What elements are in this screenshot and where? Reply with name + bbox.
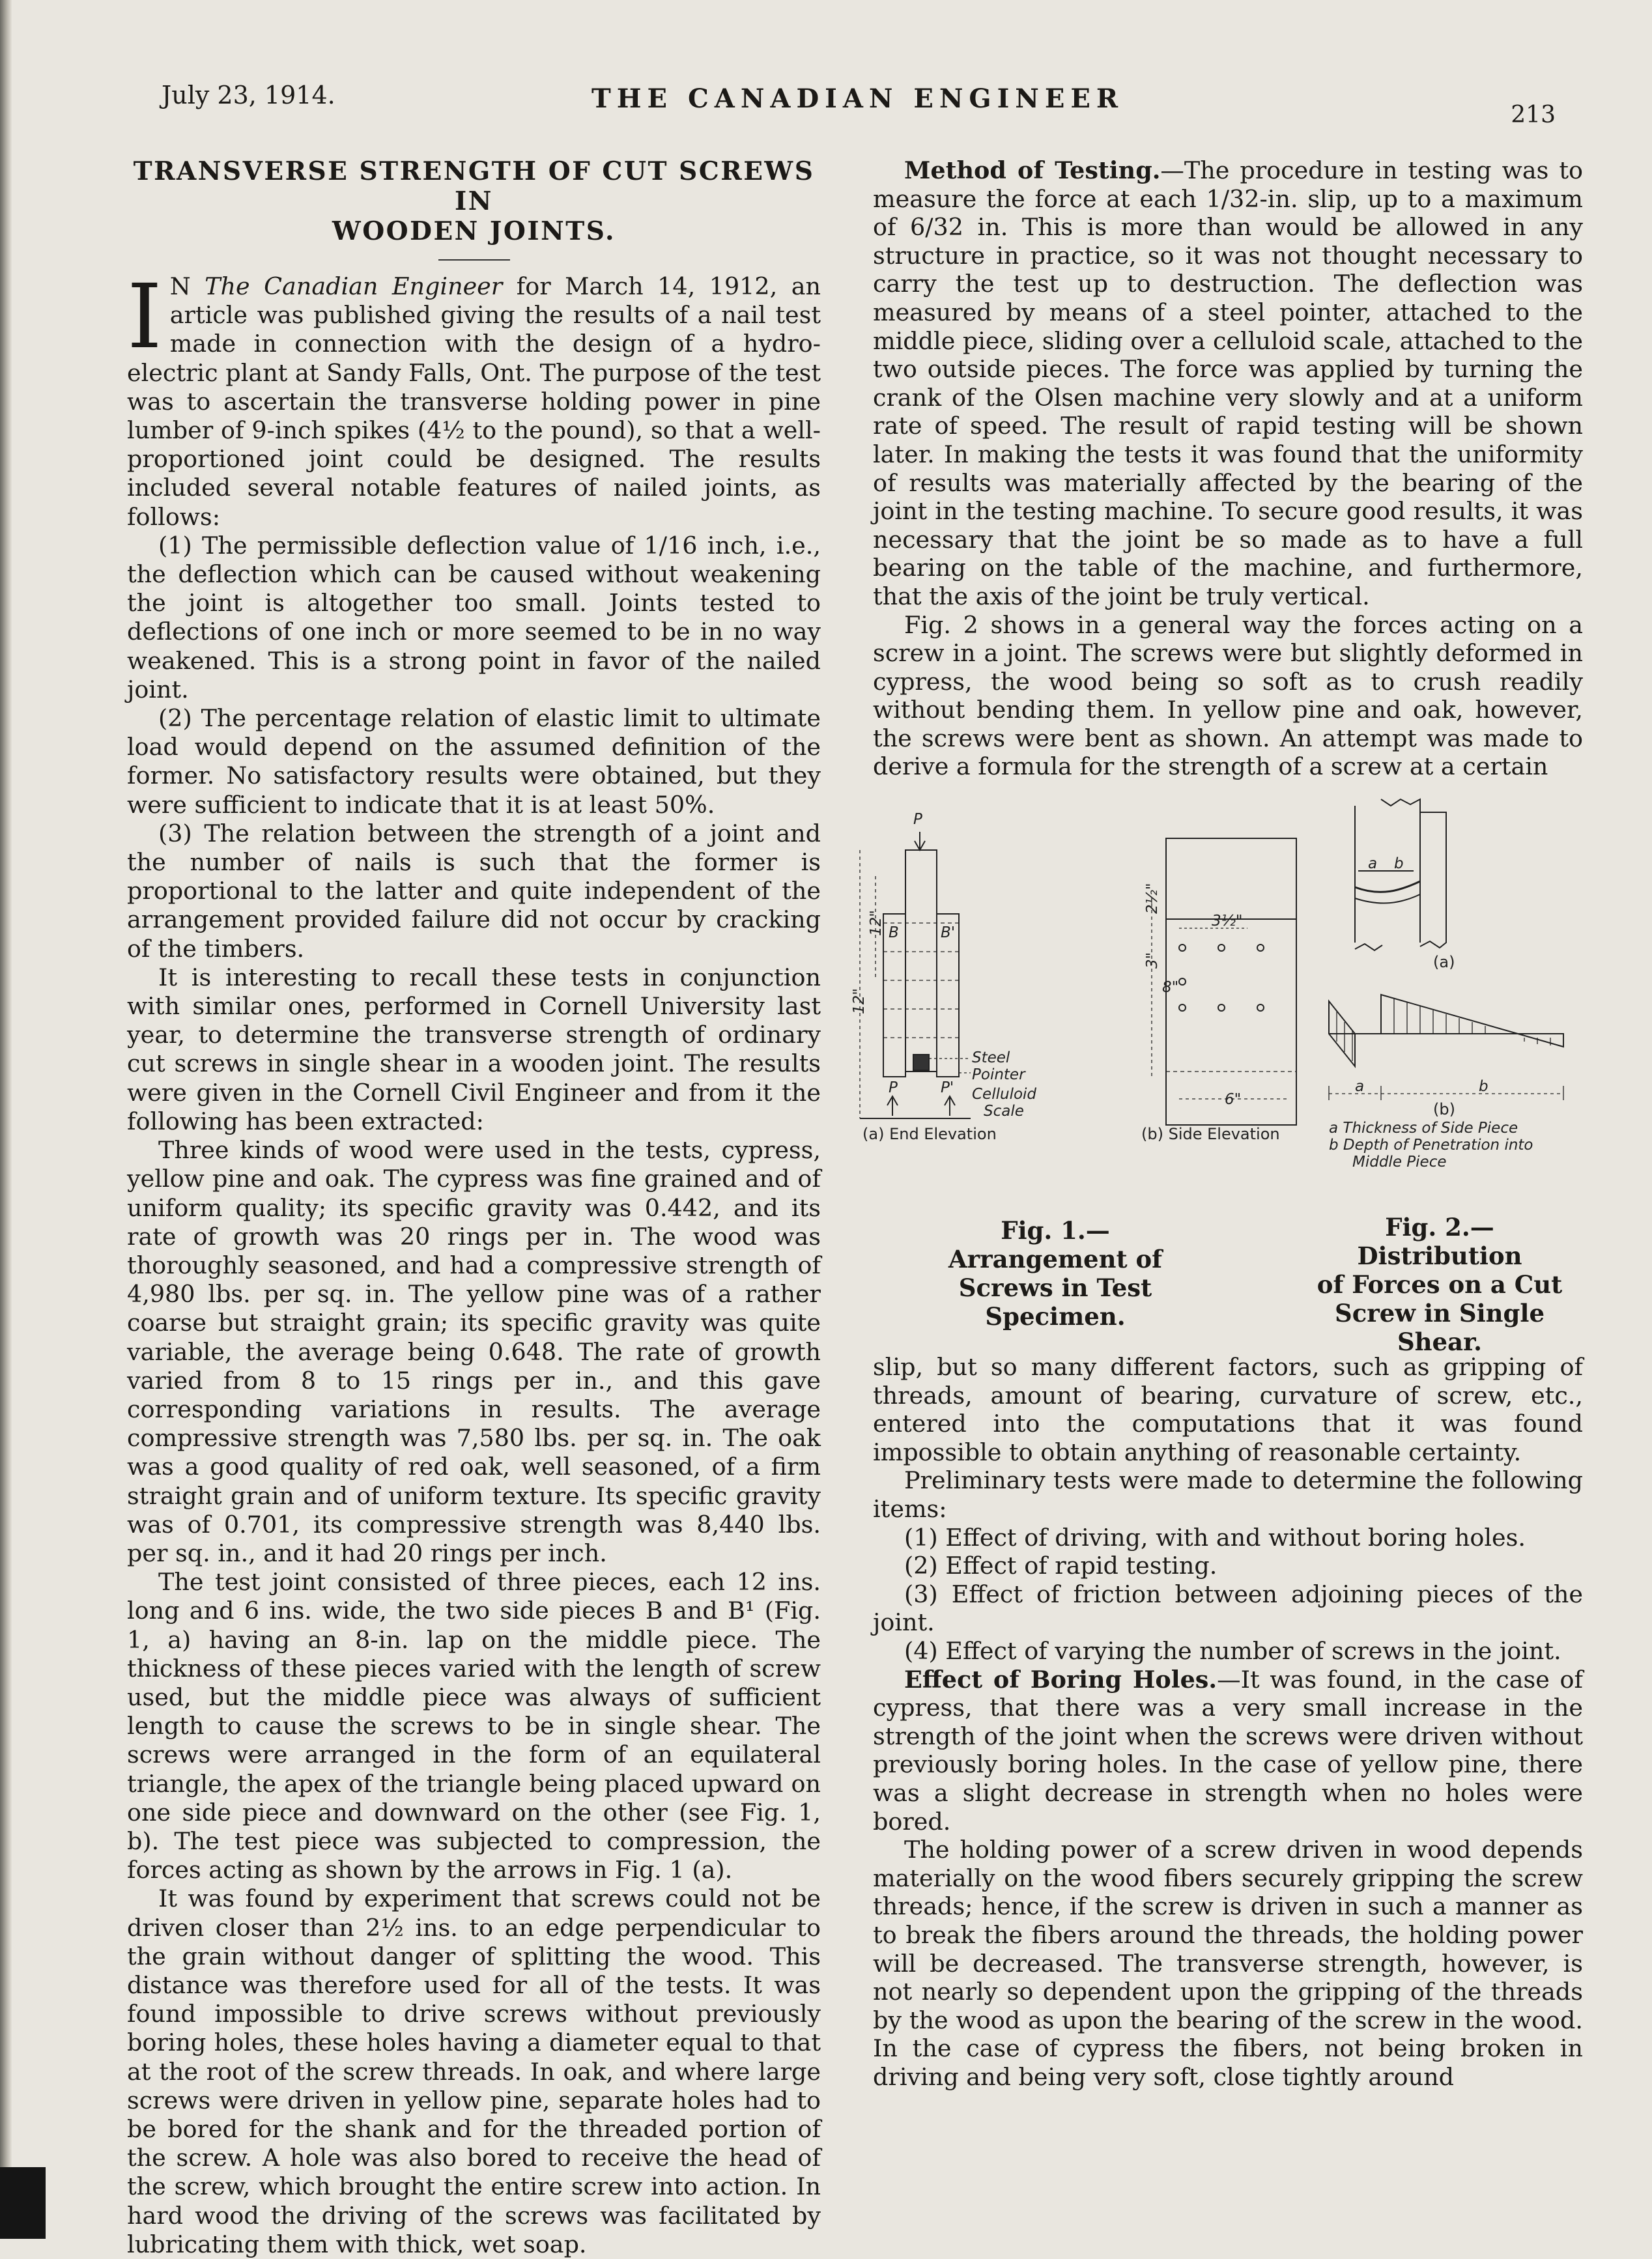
fig1-label-p-top: P bbox=[913, 811, 922, 829]
fig2-dim-a-top: a bbox=[1368, 855, 1378, 873]
screw-hole-5 bbox=[1179, 1004, 1186, 1011]
screw-hole-6 bbox=[1218, 1004, 1225, 1011]
fig2-caption-line4: Shear. bbox=[1397, 1328, 1483, 1357]
cornell-paragraph: It is interesting to recall these tests in conjunction with similar ones, performed in Cornell University last year, to determine the transverse strength of ordinary cut screws in single shear in a wooden joint. The results were given in the Cornell Civil Engineer and from it the following has been extracted: bbox=[127, 963, 821, 1135]
preliminary-item-2: (2) Effect of rapid testing. bbox=[904, 1552, 1218, 1580]
preliminary-item-3: (3) Effect of friction between adjoining pieces of the joint. bbox=[873, 1580, 1583, 1637]
right-column bbox=[851, 156, 1583, 2092]
screw-hole-3 bbox=[1257, 945, 1264, 951]
finding-item-3: (3) The relation between the strength of a joint and the number of nails is such that the former is proportional to the latter and quite independent of the arrangement provided failure did not occur by cracking of the timbers. bbox=[127, 819, 821, 963]
fig1-caption-b: (b) Side Elevation bbox=[1141, 1125, 1280, 1144]
screw-hole-2 bbox=[1218, 945, 1225, 951]
fig1-end-elevation bbox=[860, 832, 971, 1118]
intro-text: for March 14, 1912, an article was published giving the results of a nail test made in connection with the design of a hydro-electric plant at Sandy Falls, Ont. The purpose of the test was to ascertain the transverse holding power in pine lumber of 9-inch spikes (4½ to the pound), so that a well-proportioned joint could be designed. The results included several notable features of nailed joints, as follows: bbox=[127, 272, 821, 531]
fig2-dim-b-top: b bbox=[1394, 855, 1404, 873]
screw-hole-1 bbox=[1179, 945, 1186, 951]
article-title bbox=[127, 156, 821, 246]
fig1-label-b1: B' bbox=[941, 924, 956, 942]
slip-paragraph: slip, but so many different factors, such as gripping of threads, amount of bearing, curvature of screw, etc., entered into the computations that it was found impossible to obtain anything of reasonable certainty. bbox=[873, 1353, 1583, 1466]
fig1-label-pointer: Pointer bbox=[972, 1066, 1025, 1084]
book-gutter-edge bbox=[0, 0, 12, 2239]
intro-pre: N bbox=[169, 272, 205, 300]
preliminary-paragraph: Preliminary tests were made to determine the following items: bbox=[873, 1466, 1583, 1524]
screw-hole-7 bbox=[1257, 1004, 1264, 1011]
fig2-caption-line2: of Forces on a Cut bbox=[1317, 1270, 1563, 1300]
fig2-force-b bbox=[1381, 995, 1563, 1047]
fig2-wood-right bbox=[1420, 812, 1446, 948]
fig2-paragraph: Fig. 2 shows in a general way the forces acting on a screw in a joint. The screws were but slightly deformed in cypress, the wood being so soft as to crush readily without bending them. In yellow pine and oak, however, the screws were bent as shown. An attempt was made to derive a formula for the strength of a screw at a certain bbox=[873, 610, 1583, 781]
method-heading: Method of Testing. bbox=[904, 156, 1161, 184]
fig2-note-line2: b Depth of Penetration into bbox=[1329, 1137, 1533, 1154]
journal-title: THE CANADIAN ENGINEER bbox=[591, 83, 1124, 114]
reaction-arrow-left bbox=[887, 1096, 898, 1116]
screw-hole-4 bbox=[1179, 978, 1186, 985]
fig2-wood-left bbox=[1355, 806, 1382, 950]
boring-heading: Effect of Boring Holes. bbox=[904, 1665, 1218, 1694]
intro-journal-name: The Canadian Engineer bbox=[205, 272, 503, 300]
fig1-dim-3half: 3½" bbox=[1212, 913, 1243, 930]
load-arrow bbox=[915, 832, 925, 850]
running-header bbox=[162, 77, 1556, 129]
fig1-caption bbox=[919, 1216, 1192, 1331]
fig1-label-celluloid: Celluloid bbox=[972, 1086, 1037, 1103]
fig2-dim-a: a bbox=[1355, 1078, 1365, 1096]
fig1-label-p-left: P bbox=[889, 1079, 898, 1097]
boring-text: —It was found, in the case of cypress, that there was a very small increase in the strength of the joint when the screws were driven without previously boring holes. In the case of yellow pine, there was a slight decrease in strength when no holes were bored. bbox=[873, 1665, 1583, 1836]
fig2-caption-line3: Screw in Single bbox=[1335, 1299, 1545, 1328]
fig2-dim-b: b bbox=[1479, 1078, 1488, 1096]
fig2-screw-shank bbox=[1355, 894, 1420, 903]
fig1-caption-line3: Specimen. bbox=[985, 1302, 1126, 1331]
pointer-block bbox=[913, 1055, 929, 1070]
fig2-caption-line1: Fig. 2.—Distribution bbox=[1357, 1213, 1522, 1271]
article-title-line1: TRANSVERSE STRENGTH OF CUT SCREWS IN bbox=[133, 156, 815, 216]
fig1-label-b: B bbox=[889, 924, 899, 942]
middle-piece bbox=[905, 850, 937, 1072]
fig1-label-scale: Scale bbox=[984, 1103, 1024, 1120]
method-text: —The procedure in testing was to measure the force at each 1/32-in. slip, up to a maximum of 6/32 in. This is more than would be allowed in any structure in practice, so it was not thought necessary to carry the test up to destruction. The deflection was measured by means of a steel pointer, attached to the middle piece, sliding over a celluloid scale, attached to the two outside pieces. The force was applied by turning the crank of the Olsen machine very slowly and at a uniform rate of speed. The result of rapid testing will be shown later. In making the tests it was found that the uniformity of results was materially affected by the bearing of the joint in the testing machine. To secure good results, it was necessary that the joint be so made as to have a full bearing on the table of the machine, and furthermore, that the axis of the joint be truly vertical. bbox=[873, 156, 1583, 610]
fig2-joint-sketch bbox=[1355, 799, 1446, 950]
fig2-note-line3: Middle Piece bbox=[1352, 1154, 1447, 1171]
finding-item-1: (1) The permissible deflection value of 1/16 inch, i.e., the deflection which can be caused without weakening the joint is altogether too small. Joints tested to deflections of one inch or more seemed to be in no way weakened. This is a strong point in favor of the nailed joint. bbox=[127, 531, 821, 703]
fig1-dim-12-lap: 12" bbox=[868, 910, 885, 937]
fig2-caption-a: (a) bbox=[1433, 953, 1455, 972]
test-joint-paragraph: The test joint consisted of three pieces, each 12 ins. long and 6 ins. wide, the two side pieces B and B¹ (Fig. 1, a) having an 8-in. lap on the middle piece. The thickness of these pieces varied with the length of screw used, but the middle piece was always of sufficient length to cause the screws to be in single shear. The screws were arranged in the form of an equilateral triangle, the apex of the triangle being placed upward on one side piece and downward on the other (see Fig. 1, b). The test piece was subjected to compression, the forces acting as shown by the arrows in Fig. 1 (a). bbox=[127, 1568, 821, 1884]
preliminary-item-4: (4) Effect of varying the number of screws in the joint. bbox=[904, 1637, 1561, 1665]
method-paragraph bbox=[873, 156, 1583, 611]
figures-drawing bbox=[851, 799, 1583, 1203]
woods-paragraph: Three kinds of wood were used in the tests, cypress, yellow pine and oak. The cypress was fine grained and of uniform quality; its specific gravity was 0.442, and its rate of growth was 20 rings per in. The wood was thoroughly seasoned, and had a compressive strength of 4,980 lbs. per sq. in. The yellow pine was of a rather coarse but straight grain; its specific gravity was quite variable, the average being 0.648. The rate of growth varied from 8 to 15 rings per in., and this gave corresponding variations in results. The average compressive strength was 7,580 lbs. per sq. in. The oak was a good quality of red oak, well seasoned, of a firm straight grain and of uniform texture. Its specific gravity was of 0.701, its compressive strength was 8,440 lbs. per sq. in., and it had 20 rings per inch. bbox=[127, 1136, 821, 1567]
left-column bbox=[127, 156, 821, 2259]
drop-cap: I bbox=[127, 266, 162, 369]
finding-item-2: (2) The percentage relation of elastic limit to ultimate load would depend on the assumed definition of the former. No satisfactory results were obtained, but they were sufficient to indicate that it is at least 50%. bbox=[127, 704, 821, 819]
fig2-bent-screw bbox=[1355, 881, 1420, 892]
holding-power-paragraph: The holding power of a screw driven in wood depends materially on the wood fibers securely gripping the screw threads; hence, if the screw is driven in such a manner as to break the fibers around the threads, the holding power will be decreased. The transverse strength, however, is not nearly so dependent upon the gripping of the threads by the wood as upon the bearing of the screw in the wood. In the case of cypress the fibers, not being broken in driving and being very soft, close tightly around bbox=[873, 1836, 1583, 2091]
fig2-caption-b: (b) bbox=[1433, 1100, 1455, 1119]
fig1-dim-2half: 2½" bbox=[1144, 883, 1161, 915]
edge-distance-paragraph: It was found by experiment that screws could not be driven closer than 2½ ins. to an edge perpendicular to the grain without danger of splitting the wood. This distance was therefore used for all of the tests. It was found impossible to drive screws without previously boring holes, these holes having a diameter equal to that at the root of the screw threads. In oak, and where large screws were driven in yellow pine, separate holes had to be bored for the shank and for the threaded portion of the screw. A hole was also bored to receive the head of the screw, which brought the entire screw into action. In hard wood the driving of the screws was facilitated by lubricating them with thick, wet soap. bbox=[127, 1884, 821, 2258]
preliminary-item-1: (1) Effect of driving, with and without boring holes. bbox=[904, 1523, 1526, 1552]
fig1-dim-12-total: 12" bbox=[851, 988, 868, 1015]
boring-paragraph bbox=[873, 1666, 1583, 1836]
fig2-note-line1: a Thickness of Side Piece bbox=[1329, 1120, 1518, 1137]
fig1-dim-3: 3" bbox=[1144, 952, 1161, 969]
fig1-dim-6: 6" bbox=[1225, 1091, 1242, 1109]
fig1-caption-line2: Screws in Test bbox=[958, 1273, 1152, 1303]
fig2-hatch-b bbox=[1394, 999, 1485, 1034]
fig2-caption bbox=[1306, 1213, 1573, 1356]
issue-date: July 23, 1914. bbox=[162, 81, 335, 109]
intro-paragraph bbox=[127, 266, 821, 532]
fig1-label-p-right: P' bbox=[941, 1079, 954, 1097]
title-rule bbox=[438, 259, 510, 261]
article-title-line2: WOODEN JOINTS. bbox=[332, 216, 616, 246]
reaction-arrow-right bbox=[945, 1096, 955, 1116]
fig1-dim-8: 8" bbox=[1162, 979, 1179, 997]
figures-block bbox=[851, 799, 1583, 1357]
fig1-label-steel: Steel bbox=[972, 1049, 1010, 1067]
fig1-caption-line1: Fig. 1.—Arrangement of bbox=[948, 1216, 1163, 1274]
page-number: 213 bbox=[1511, 102, 1556, 128]
scan-corner-shadow bbox=[0, 2167, 46, 2239]
fig1-caption-a: (a) End Elevation bbox=[862, 1125, 997, 1144]
